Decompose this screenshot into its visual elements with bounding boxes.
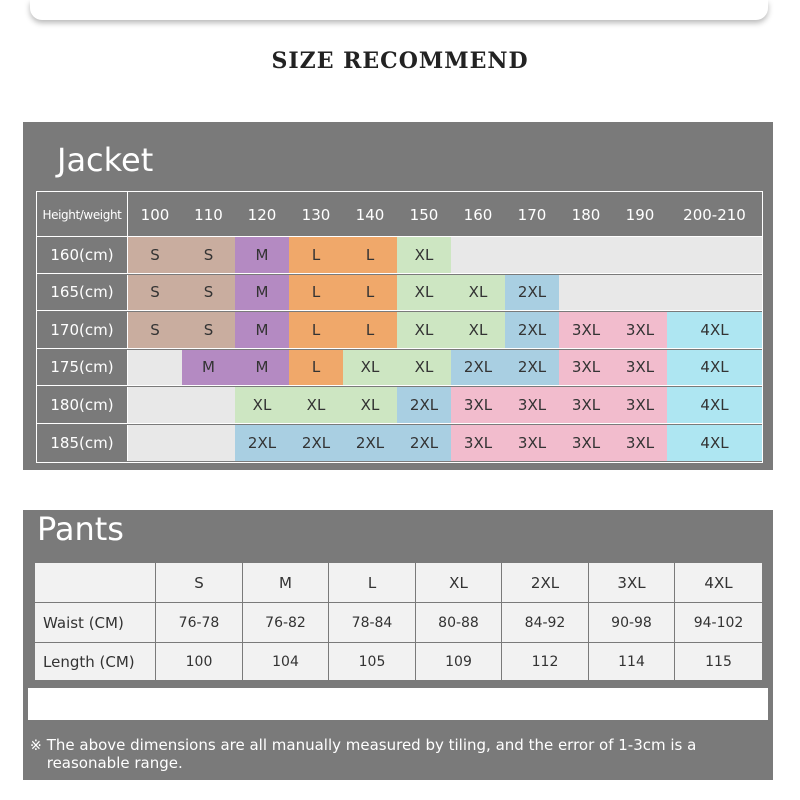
size-cell: 3XL — [505, 425, 559, 462]
pants-length-row — [35, 643, 763, 681]
height-weight-label: Height/weight — [37, 192, 128, 237]
size-cell: 4XL — [667, 387, 762, 423]
pants-size-header: XL — [416, 563, 502, 603]
size-cell: XL — [289, 387, 343, 423]
size-cell: 4XL — [667, 312, 762, 348]
size-cell: L — [289, 275, 343, 311]
size-cell: S — [128, 312, 182, 348]
weight-header: 170 — [517, 205, 547, 224]
height-label: 160(cm) — [37, 237, 128, 273]
jacket-row — [37, 237, 762, 274]
pants-size-header: S — [156, 563, 243, 603]
pants-size-header: 3XL — [589, 563, 675, 603]
height-label: 175(cm) — [37, 350, 128, 386]
length-value: 104 — [243, 643, 329, 681]
size-cell: 2XL — [505, 275, 559, 311]
jacket-row — [37, 275, 762, 312]
jacket-row — [37, 350, 762, 387]
size-cell: 3XL — [559, 425, 613, 462]
size-cell: L — [343, 312, 397, 348]
length-value: 105 — [329, 643, 416, 681]
waist-value: 78-84 — [329, 603, 416, 643]
size-cell: XL — [343, 387, 397, 423]
waist-label: Waist (CM) — [35, 603, 156, 643]
waist-value: 80-88 — [416, 603, 502, 643]
jacket-header-row — [37, 192, 762, 237]
size-cell: 4XL — [667, 425, 762, 462]
waist-value: 94-102 — [675, 603, 763, 643]
size-cell: XL — [397, 350, 451, 386]
size-cell: L — [343, 275, 397, 311]
height-label: 165(cm) — [37, 275, 128, 311]
size-cell: 3XL — [613, 350, 667, 386]
weight-header: 140 — [355, 205, 385, 224]
size-cell: XL — [397, 312, 451, 348]
size-cell: S — [128, 275, 182, 311]
size-cell: 2XL — [505, 350, 559, 386]
size-cell: 3XL — [451, 387, 505, 423]
jacket-row — [37, 425, 762, 462]
waist-value: 76-82 — [243, 603, 329, 643]
length-value: 112 — [502, 643, 589, 681]
jacket-title: Jacket — [57, 141, 154, 179]
height-label: 185(cm) — [37, 425, 128, 462]
jacket-row — [37, 312, 762, 349]
size-cell: M — [235, 312, 289, 348]
size-cell: M — [235, 275, 289, 311]
weight-header: 190 — [625, 205, 655, 224]
size-cell: 3XL — [505, 387, 559, 423]
measurement-note — [30, 736, 765, 772]
size-cell: 3XL — [559, 387, 613, 423]
pants-size-header: L — [329, 563, 416, 603]
waist-value: 84-92 — [502, 603, 589, 643]
waist-value: 76-78 — [156, 603, 243, 643]
weight-header: 110 — [194, 205, 223, 224]
size-cell: 3XL — [613, 387, 667, 423]
waist-value: 90-98 — [589, 603, 675, 643]
weight-header: 120 — [247, 205, 277, 224]
note-mark-icon: ※ — [30, 738, 42, 754]
size-cell: 2XL — [397, 425, 451, 462]
height-label: 170(cm) — [37, 312, 128, 348]
weight-header: 180 — [571, 205, 601, 224]
weight-header: 130 — [301, 205, 331, 224]
size-cell: S — [182, 312, 235, 348]
top-card-edge — [30, 0, 768, 20]
length-label: Length (CM) — [35, 643, 156, 681]
pants-title: Pants — [37, 510, 124, 548]
size-cell: XL — [451, 275, 505, 311]
weight-header: 100 — [140, 205, 170, 224]
length-value: 100 — [156, 643, 243, 681]
size-cell: XL — [451, 312, 505, 348]
length-value: 115 — [675, 643, 763, 681]
pants-waist-row — [35, 603, 763, 643]
length-value: 114 — [589, 643, 675, 681]
size-cell: XL — [397, 275, 451, 311]
length-value: 109 — [416, 643, 502, 681]
pants-corner-cell — [35, 563, 156, 603]
size-cell: L — [343, 237, 397, 273]
size-cell: L — [289, 237, 343, 273]
size-cell: 2XL — [397, 387, 451, 423]
size-cell: S — [182, 275, 235, 311]
size-cell: S — [128, 237, 182, 273]
size-cell: 2XL — [451, 350, 505, 386]
size-cell: 2XL — [235, 425, 289, 462]
size-cell: 3XL — [559, 350, 613, 386]
pants-size-header: 2XL — [502, 563, 589, 603]
weight-header: 200-210 — [683, 205, 746, 224]
size-cell: 4XL — [667, 350, 762, 386]
size-cell: 3XL — [613, 425, 667, 462]
pants-size-table — [34, 562, 763, 681]
size-cell: XL — [397, 237, 451, 273]
note-text: The above dimensions are all manually measured by tiling, and the error of 1-3cm is a reasonable range. — [46, 736, 697, 772]
weight-header: 160 — [463, 205, 493, 224]
pants-size-header: M — [243, 563, 329, 603]
size-cell: 3XL — [613, 312, 667, 348]
size-cell: XL — [235, 387, 289, 423]
size-cell: S — [182, 237, 235, 273]
size-cell: M — [235, 237, 289, 273]
size-cell: XL — [343, 350, 397, 386]
size-cell: 2XL — [343, 425, 397, 462]
size-cell: 2XL — [505, 312, 559, 348]
height-label: 180(cm) — [37, 387, 128, 423]
size-cell: 2XL — [289, 425, 343, 462]
pants-header-row — [35, 563, 763, 603]
jacket-size-table — [36, 191, 763, 463]
page-title: SIZE RECOMMEND — [271, 48, 529, 74]
size-cell: M — [235, 350, 289, 386]
size-cell: 3XL — [451, 425, 505, 462]
size-cell: L — [289, 312, 343, 348]
size-cell: M — [182, 350, 235, 386]
jacket-row — [37, 387, 762, 424]
size-cell: L — [289, 350, 343, 386]
pants-size-header: 4XL — [675, 563, 763, 603]
weight-header: 150 — [409, 205, 439, 224]
size-cell: 3XL — [559, 312, 613, 348]
blank-bar — [28, 688, 768, 720]
